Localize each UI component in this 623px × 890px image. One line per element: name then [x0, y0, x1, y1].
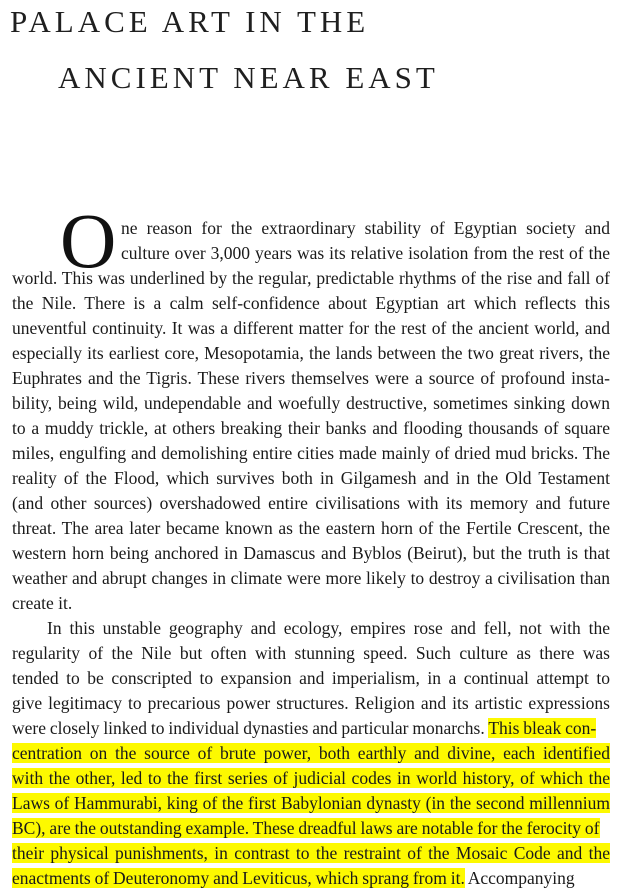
highlighted-text: centration on the source of brute power, both earthly and divine, each identified	[12, 743, 610, 763]
text-line: miles, engulfing and demolishing entire cities made mainly of dried mud bricks. The	[12, 443, 610, 463]
text-line	[12, 817, 610, 839]
text-line: In this unstable geography and ecology, empires rose and fell, not with the	[47, 618, 610, 638]
text-line	[12, 742, 610, 764]
drop-cap: O	[60, 197, 117, 284]
text-line: give legitimacy to precarious power structures. Religion and its artistic expressions	[12, 693, 610, 713]
highlighted-text: with the other, led to the first series of judicial codes in world history, of which the	[12, 768, 610, 788]
text-line: (and other sources) overshadowed entire civilisations with its memory and future	[12, 493, 610, 513]
text-line: create it.	[12, 593, 73, 613]
text-run: were closely linked to individual dynasties and particular monarchs.	[12, 718, 485, 738]
text-line: culture over 3,000 years was its relative isolation from the rest of the	[121, 243, 610, 263]
highlighted-text: Laws of Hammurabi, king of the first Babylonian dynasty (in the second millennium	[12, 793, 610, 813]
text-line: threat. The area later became known as the eastern horn of the Fertile Crescent, the	[12, 518, 610, 538]
text-line	[12, 717, 610, 739]
text-line: uneventful continuity. It was a different matter for the rest of the ancient world, and	[12, 318, 610, 338]
text-line	[12, 867, 610, 889]
text-line: especially its earliest core, Mesopotamia, the lands between the two great rivers, the	[12, 343, 610, 363]
text-line: reality of the Flood, which survives both in Gilgamesh and in the Old Testament	[12, 468, 610, 488]
text-run: Accompanying	[467, 868, 575, 888]
text-line: weather and abrupt changes in climate were more likely to destroy a civilisation than	[12, 568, 610, 588]
highlighted-text	[12, 818, 600, 838]
text-line	[12, 842, 610, 864]
text-line: bility, being wild, undependable and woefully destructive, sometimes sinking down	[12, 393, 610, 413]
era-abbreviation: BC	[12, 818, 36, 838]
text-line: regularity of the Nile but often with stunning speed. Such culture as there was	[12, 643, 610, 663]
text-line: the Nile. There is a calm self-confidence about Egyptian art which reflects this	[12, 293, 610, 313]
text-line	[12, 792, 610, 814]
text-line: ne reason for the extraordinary stability of Egyptian society and	[121, 218, 610, 238]
text-line: western horn being anchored in Damascus and Byblos (Beirut), but the truth is that	[12, 543, 610, 563]
text-line	[12, 767, 610, 789]
text-line: to a muddy trickle, at others breaking their banks and flooding thousands of square	[12, 418, 610, 438]
text-run: ), are the outstanding example. These dreadful laws are notable for the ferocity of	[35, 818, 600, 838]
text-line: tended to be conscripted to expansion and imperialism, in a continual attempt to	[12, 668, 610, 688]
text-line: Euphrates and the Tigris. These rivers themselves were a source of profound insta-	[12, 368, 610, 388]
highlighted-text: their physical punishments, in contrast to the restraint of the Mosaic Code and the	[12, 843, 610, 863]
highlighted-text: This bleak con-	[488, 718, 597, 738]
highlighted-text: enactments of Deuteronomy and Leviticus, which sprang from it.	[12, 868, 465, 888]
chapter-title-line-1: PALACE ART IN THE	[10, 4, 370, 39]
chapter-title-line-2: ANCIENT NEAR EAST	[58, 60, 439, 95]
text-line: world. This was underlined by the regular, predictable rhythms of the rise and fall of	[12, 268, 610, 288]
